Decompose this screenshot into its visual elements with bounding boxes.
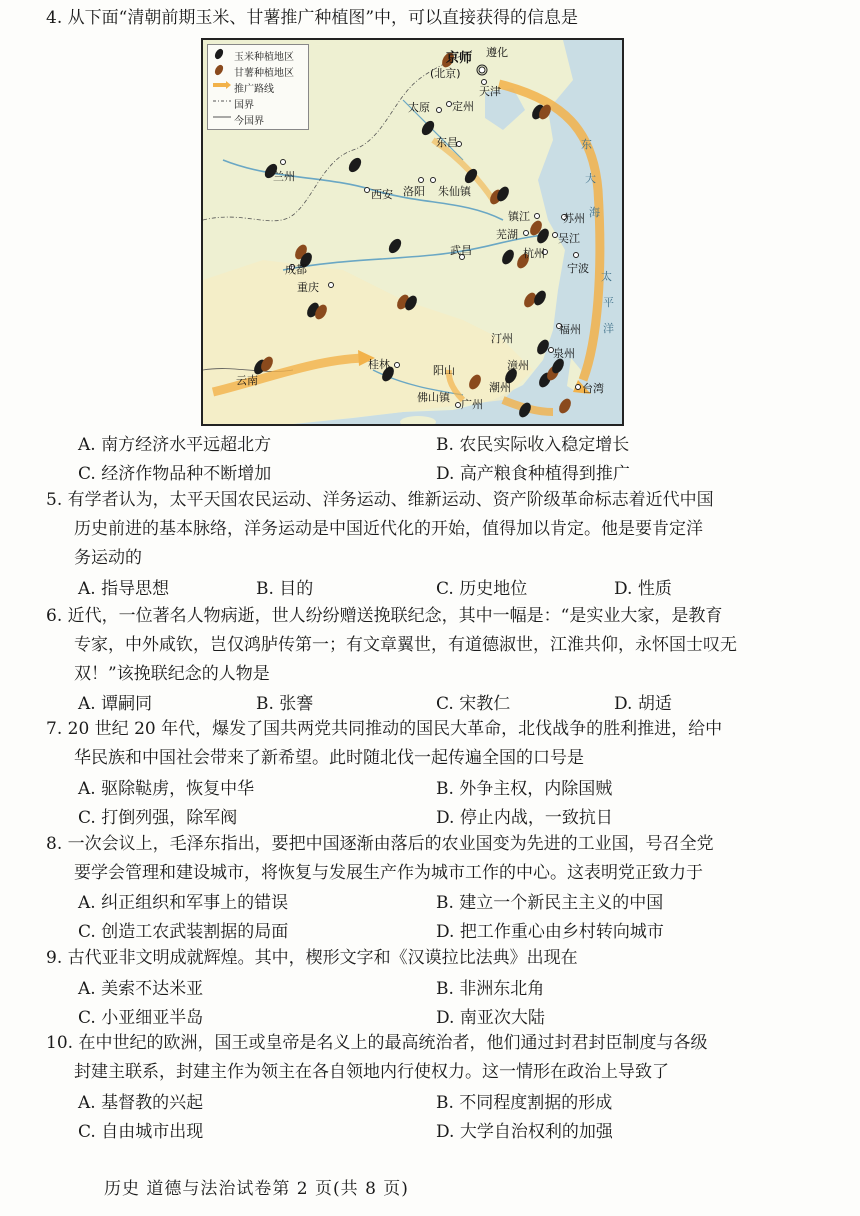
option-b[interactable]: B. 目的 — [256, 579, 314, 599]
city-label: 洛阳 — [403, 185, 425, 198]
city-label: 宁波 — [567, 262, 589, 275]
city-label: 天津 — [479, 85, 501, 98]
option-a[interactable]: A. 驱除鞑虏，恢复中华 — [78, 779, 255, 799]
question-7-line: 7. 20 世纪 20 年代，爆发了国共两党共同推动的国民大革命，北伐战争的胜利推进，给中 — [46, 719, 723, 739]
sea-label: 平 — [603, 296, 614, 309]
city-label: 西安 — [371, 188, 393, 201]
city-label: 朱仙镇 — [438, 185, 471, 198]
page-footer: 历史 道德与法治试卷第 2 页(共 8 页) — [104, 1179, 409, 1199]
city-label: 重庆 — [297, 281, 319, 294]
question-9 — [46, 944, 826, 973]
option-a[interactable]: A. 美索不达米亚 — [78, 979, 204, 999]
city-capital-note: (北京) — [430, 67, 461, 80]
legend-route: 推广路线 — [234, 84, 274, 95]
question-4-stem: 4. 从下面“清朝前期玉米、甘薯推广种植图”中，可以直接获得的信息是 — [46, 8, 579, 28]
city-label: 苏州 — [563, 212, 585, 225]
sea-label: 大 — [585, 172, 596, 185]
option-b[interactable]: B. 非洲东北角 — [436, 979, 545, 999]
option-d[interactable]: D. 停止内战，一致抗日 — [436, 808, 613, 828]
option-a[interactable]: A. 基督教的兴起 — [78, 1093, 204, 1113]
question-5-line: 历史前进的基本脉络，洋务运动是中国近代化的开始，值得加以肯定。他是要肯定洋 — [74, 519, 703, 539]
city-label: 成都 — [285, 263, 307, 276]
crop-spread-map — [201, 38, 624, 426]
question-5-line: 务运动的 — [74, 548, 142, 568]
city-label: 佛山镇 — [417, 391, 450, 404]
legend-border: 国界 — [234, 100, 254, 111]
question-5 — [46, 486, 826, 573]
city-label: 漳州 — [507, 359, 529, 372]
city-label: 武昌 — [450, 244, 472, 257]
question-8-line: 8. 一次会议上，毛泽东指出，要把中国逐渐由落后的农业国变为先进的工业国，号召全党 — [46, 834, 714, 854]
question-6 — [46, 602, 826, 689]
option-c[interactable]: C. 小亚细亚半岛 — [78, 1008, 204, 1028]
option-a[interactable]: A. 纠正组织和军事上的错误 — [78, 893, 289, 913]
question-5-line: 5. 有学者认为，太平天国农民运动、洋务运动、维新运动、资产阶级革命标志着近代中国 — [46, 490, 714, 510]
legend-corn: 玉米种植地区 — [234, 52, 294, 63]
option-d[interactable]: D. 胡适 — [614, 694, 672, 714]
question-10 — [46, 1029, 826, 1087]
question-6-line: 双！”该挽联纪念的人物是 — [74, 664, 270, 684]
question-7 — [46, 715, 826, 773]
option-c[interactable]: C. 历史地位 — [436, 579, 528, 599]
city-label: 芜湖 — [496, 228, 518, 241]
option-d[interactable]: D. 性质 — [614, 579, 672, 599]
question-8 — [46, 830, 826, 888]
option-b[interactable]: B. 外争主权，内除国贼 — [436, 779, 613, 799]
sea-label: 东 — [581, 138, 592, 151]
question-10-line: 封建主联系，封建主作为领主在各自领地内行使权力。这一情形在政治上导致了 — [74, 1062, 669, 1082]
city-label: 阳山 — [433, 364, 455, 377]
legend-current-border: 今国界 — [234, 116, 264, 127]
map-legend — [207, 44, 309, 130]
city-label: 镇江 — [508, 210, 530, 223]
option-c[interactable]: C. 宋教仁 — [436, 694, 511, 714]
question-9-line: 9. 古代亚非文明成就辉煌。其中，楔形文字和《汉谟拉比法典》出现在 — [46, 948, 578, 968]
city-label: 定州 — [452, 100, 474, 113]
sea-label: 洋 — [603, 322, 614, 335]
option-d[interactable]: D. 大学自治权利的加强 — [436, 1122, 613, 1142]
question-7-line: 华民族和中国社会带来了新希望。此时随北伐一起传遍全国的口号是 — [74, 748, 584, 768]
option-d[interactable]: D. 南亚次大陆 — [436, 1008, 545, 1028]
option-a[interactable]: A. 南方经济水平远超北方 — [78, 435, 272, 455]
option-d[interactable]: D. 高产粮食种植得到推广 — [436, 464, 630, 484]
city-label: 吴江 — [558, 232, 580, 245]
city-label: 兰州 — [273, 170, 295, 183]
city-label: 广州 — [461, 398, 483, 411]
option-c[interactable]: C. 创造工农武装割据的局面 — [78, 922, 289, 942]
question-4 — [46, 4, 826, 33]
option-b[interactable]: B. 农民实际收入稳定增长 — [436, 435, 630, 455]
city-label: 东昌 — [436, 136, 458, 149]
option-b[interactable]: B. 张謇 — [256, 694, 314, 714]
option-c[interactable]: C. 经济作物品种不断增加 — [78, 464, 272, 484]
city-label: 泉州 — [553, 347, 575, 360]
option-a[interactable]: A. 谭嗣同 — [78, 694, 153, 714]
city-label: 桂林 — [368, 358, 390, 371]
option-d[interactable]: D. 把工作重心由乡村转向城市 — [436, 922, 664, 942]
question-10-line: 10. 在中世纪的欧洲，国王或皇帝是名义上的最高统治者，他们通过封君封臣制度与各级 — [46, 1033, 708, 1053]
city-label: 杭州 — [523, 247, 545, 260]
city-label: 云南 — [236, 374, 258, 387]
city-label: 福州 — [559, 323, 581, 336]
city-label: 潮州 — [489, 381, 511, 394]
city-label: 台湾 — [582, 382, 604, 395]
city-label: 太原 — [408, 101, 430, 114]
question-8-line: 要学会管理和建设城市，将恢复与发展生产作为城市工作的中心。这表明党正致力于 — [74, 863, 703, 883]
option-b[interactable]: B. 不同程度割据的形成 — [436, 1093, 613, 1113]
option-b[interactable]: B. 建立一个新民主主义的中国 — [436, 893, 664, 913]
city-label: 遵化 — [486, 46, 508, 59]
option-c[interactable]: C. 打倒列强，除军阀 — [78, 808, 238, 828]
city-capital: 京师 — [446, 51, 473, 66]
option-a[interactable]: A. 指导思想 — [78, 579, 170, 599]
sea-label: 海 — [589, 206, 600, 219]
option-c[interactable]: C. 自由城市出现 — [78, 1122, 204, 1142]
sea-label: 太 — [601, 270, 612, 283]
question-6-line: 专家，中外咸钦，岂仅鸿胪传第一；有文章翼世，有道德淑世，江淮共仰，永怀国士叹无 — [74, 635, 737, 655]
legend-sweet-potato: 甘薯种植地区 — [234, 68, 294, 79]
question-6-line: 6. 近代，一位著名人物病逝，世人纷纷赠送挽联纪念，其中一幅是：“是实业大家，是教育 — [46, 606, 723, 626]
city-label: 汀州 — [491, 332, 513, 345]
